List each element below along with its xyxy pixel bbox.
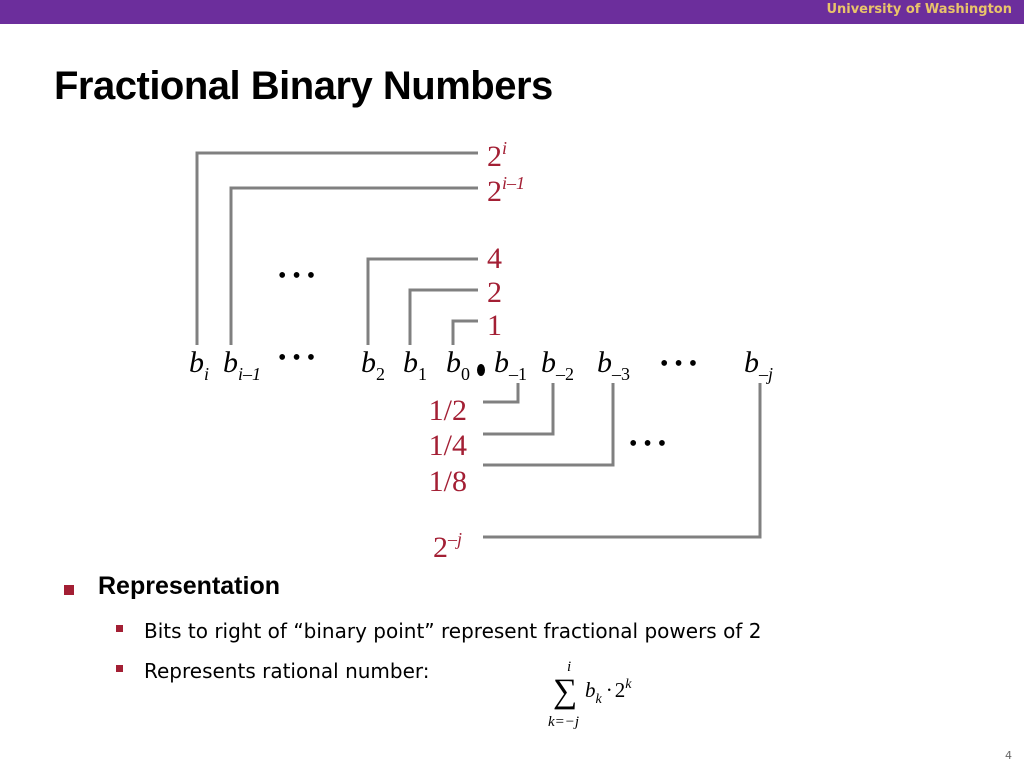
ellipsis-bits-left: • • • [278, 345, 316, 371]
connector-b1 [410, 290, 478, 345]
power-2-i-minus-1: 2$^{i-1}$ [487, 173, 526, 208]
sum-formula [548, 659, 632, 730]
power-1: 1 [487, 309, 502, 342]
bullet-marker [64, 585, 74, 595]
power-half: 1/2 [428, 394, 467, 427]
bullet-heading: Representation [98, 572, 280, 600]
slide-title: Fractional Binary Numbers [54, 64, 553, 108]
bit-b-i: $b_i$ [189, 346, 210, 384]
bit-b-0: $b_0$ [446, 346, 470, 384]
sum-lower-limit: k=−j [548, 714, 580, 730]
ellipsis-bits-right: • • • [660, 351, 698, 377]
sub-bullet-1: Bits to right of “binary point” represent fractional powers of 2 [144, 619, 762, 643]
connector-bi [197, 153, 478, 345]
bit-b-minus-1: $b_{-1}$ [494, 346, 527, 384]
sub-bullet-2: Represents rational number: [144, 659, 430, 683]
connector-b0 [453, 321, 478, 345]
sum-term: $b_k \cdot 2^k$ [585, 677, 632, 707]
sub-bullet-marker [116, 665, 123, 672]
sub-bullet-marker [116, 625, 123, 632]
ellipsis-upper: • • • [278, 263, 316, 289]
power-2-i: 2$^i$ [487, 138, 508, 173]
bit-b-2: $b_2$ [361, 346, 385, 384]
bit-b-minus-2: $b_{-2}$ [541, 346, 574, 384]
power-quarter: 1/4 [428, 429, 467, 462]
power-4: 4 [487, 242, 502, 275]
ellipsis-lower: • • • [629, 431, 667, 457]
connector-bmj [483, 383, 760, 537]
connector-b2 [368, 259, 478, 345]
connector-bim1 [231, 188, 478, 345]
sum-symbol: ∑ [553, 673, 578, 710]
bit-b-minus-j: $b_{-j}$ [744, 346, 774, 384]
sum-upper-limit: i [567, 659, 572, 675]
connector-bm3 [483, 383, 613, 465]
bit-b-minus-3: $b_{-3}$ [597, 346, 630, 384]
connector-bm1 [483, 383, 518, 402]
power-2: 2 [487, 276, 502, 309]
institution-name: University of Washington [826, 2, 1012, 17]
power-2-minus-j: $2^{-j}$ [433, 529, 463, 564]
page-number: 4 [1005, 749, 1012, 762]
bit-b-1: $b_1$ [403, 346, 427, 384]
binary-point [477, 364, 485, 376]
bit-b-i-minus-1: $b_{i-1}$ [223, 346, 262, 384]
power-eighth: 1/8 [428, 465, 467, 498]
